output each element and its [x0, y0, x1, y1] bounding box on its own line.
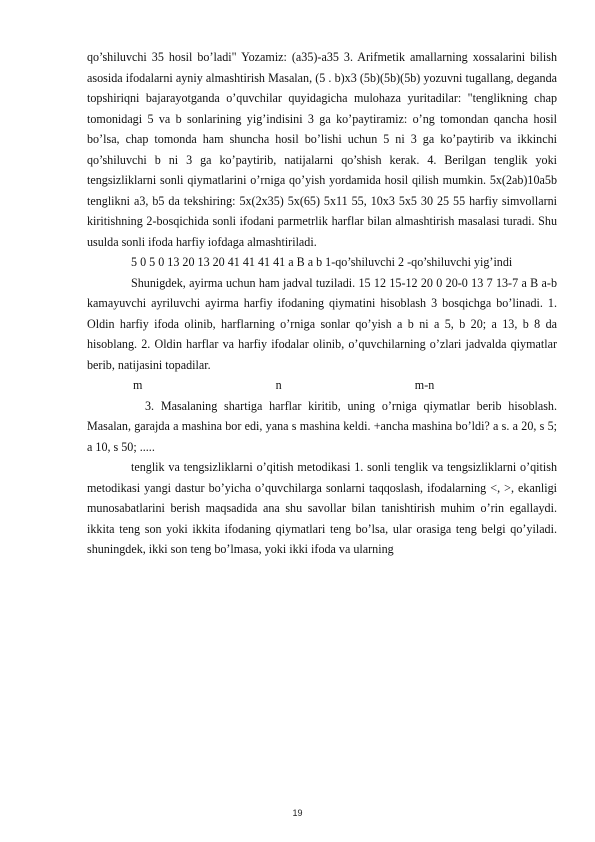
page-number: 19 [292, 808, 303, 818]
paragraph-arithmetic-properties: qo’shiluvchi 35 hosil bo’ladi" Yozamiz: (a35)-a35 3. Arifmetik amallarning xossalarini bilish asosida ifodalarni ayniy almashtirish Masalan, (5 . b)x3 (5b)(5b)(5b) yozuvni tugallang, deganda topshiriqni bajarayotganda o’quvchilar quyidagicha mulohaza yuritadilar: "tenglikning chap tomonidagi 5 va b sonlarining yig’indisini 3 ga ko’paytiramiz: o’ng tomondan qancha hosil bo’lsa, chap tomonda ham shuncha hosil bo’lishi uchun 5 ni 3 ga ko’paytirib va ikkinchi qo’shiluvchi b ni 3 ga ko’paytirib, natijalarni qo’shish kerak. 4. Berilgan tenglik yoki tengsizliklarni sonli qiymatlarini o’rniga qo’yish yordamida hosil qilish mumkin. 5x(2ab)10a5b tenglikni a3, b5 da tekshiring: 5x(2x35) 5x(65) 5x11 55, 10x3 5x5 30 25 55 harfiy simvollarni kiritishning 2-bosqichida sonli ifodani parmetrlik harflar bilan almashtirish masalasi turadi. Shu usulda sonli ifoda harfiy iofdaga almashtiriladi. [87, 50, 557, 249]
paragraph-difference-table: Shunigdek, ayirma uchun ham jadval tuziladi. 15 12 15-12 20 0 20-0 13 7 13-7 a B a-b kamayuvchi ayriluvchi ayirma harfiy ifodaning qiymatini hisoblash 3 bosqichga bo’linadi. 1. Oldin harfiy ifoda olinib, harflarning o’rniga sonlar qo’yish a b ni a 5, b 20; a 13, b 8 da hisoblang. 2. Oldin harflar va harfiy ifodalar olinib, o’quvchilarning o’zlari jadvalda qiymatlar berib, natijasini topadilar. [87, 275, 557, 372]
paragraph-word-problem: 3. Masalaning shartiga harflar kiritib, uning o’rniga qiymatlar berib hisoblash. Masalan, garajda a mashina bor edi, yana s mashina keldi. +ancha mashina bo’ldi? a s. a 20, s 5; a 10, s 50; ..... [87, 398, 557, 454]
page-body [87, 47, 557, 560]
table-header-row: m n m-n [133, 378, 435, 392]
paragraph-equalities-method: tenglik va tengsizliklarni o’qitish metodikasi 1. sonli tenglik va tengsizliklarni o’qitish metodikasi yangi dastur bo’yicha o’quvchilarga sonlarni taqqoslash, ifodalarning <, >, ekanligi munosabatlarini berish maqsadida ana shu savollar bilan tanishtirish muhim o’rin egallaydi. ikkita teng son yoki ikkita ifodaning qiymatlari teng bo’lsa, ular orasiga teng belgi qo’yiladi. shuningdek, ikki son teng bo’lmasa, yoki ikki ifoda va ularning [87, 460, 557, 556]
paragraph-sum-table: 5 0 5 0 13 20 13 20 41 41 41 41 a B a b 1-qo’shiluvchi 2 -qo’shiluvchi yig’indi [131, 255, 513, 269]
